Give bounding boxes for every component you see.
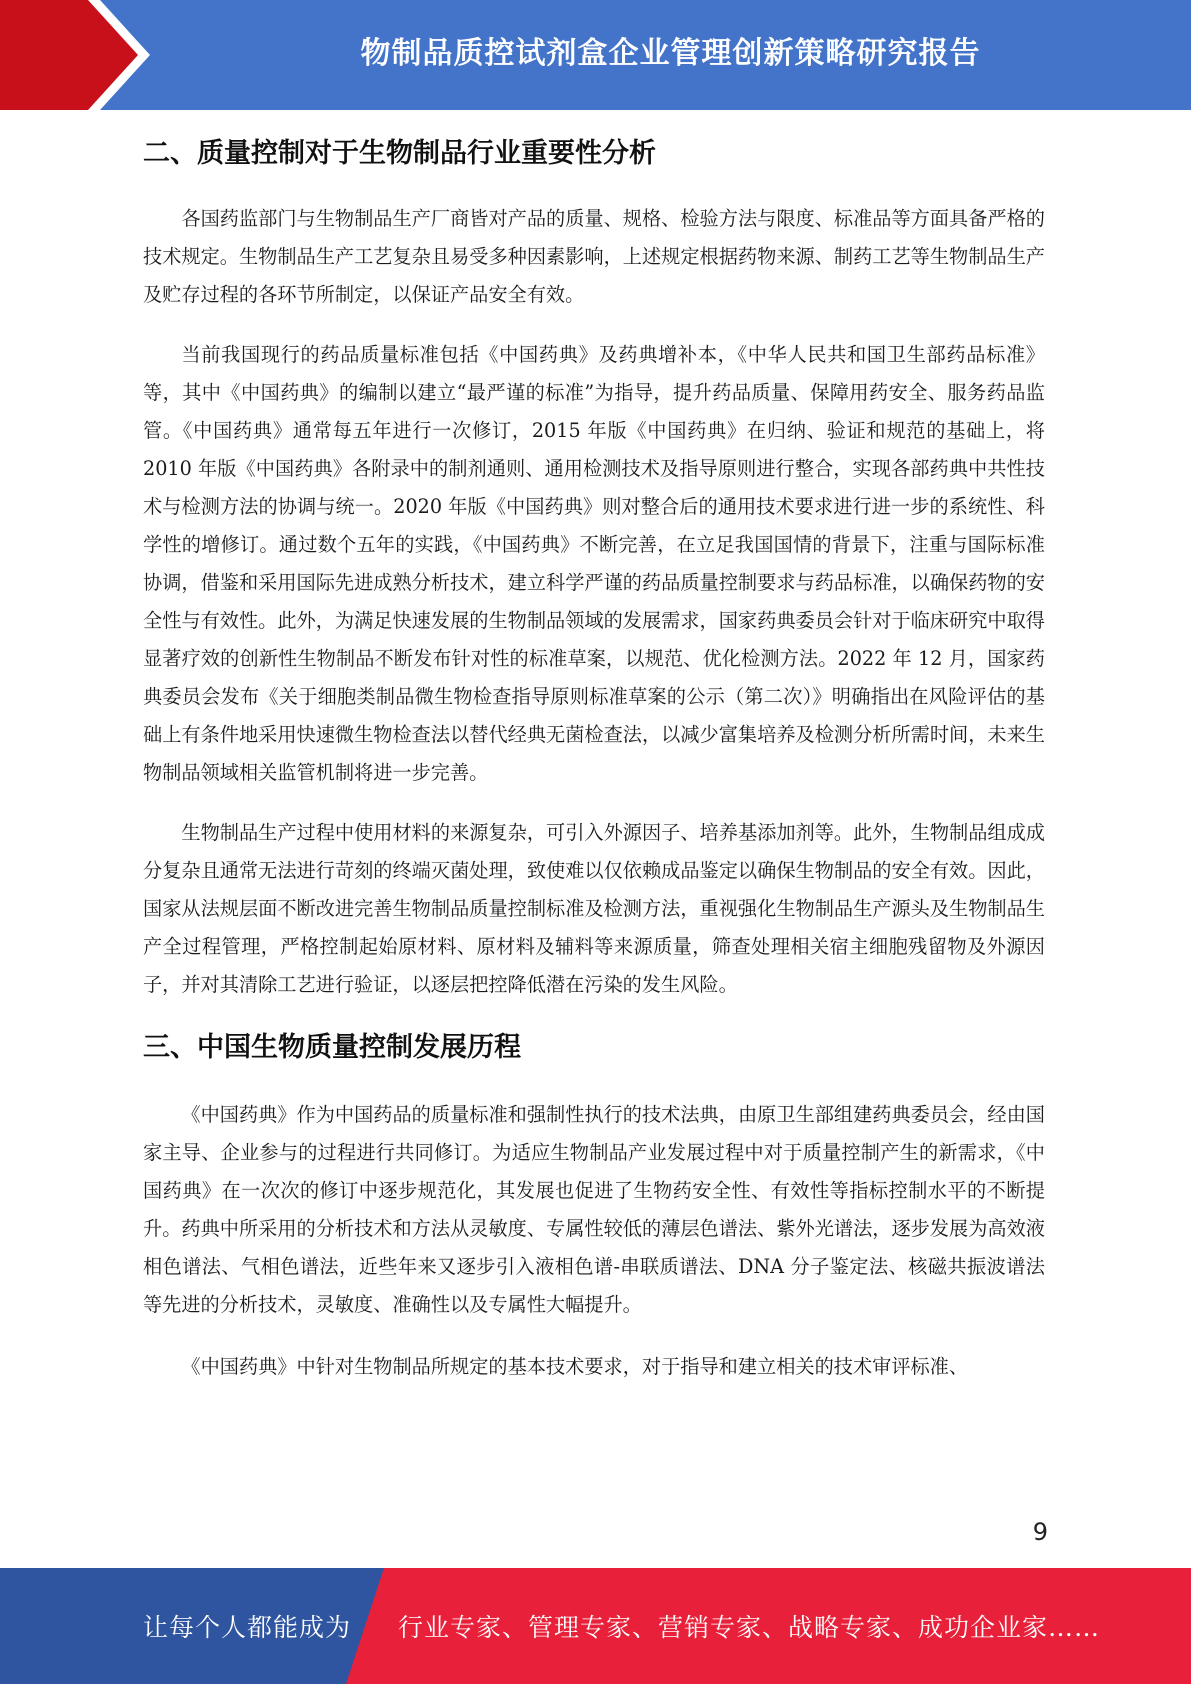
section-heading: 二、质量控制对于生物制品行业重要性分析 <box>143 138 656 169</box>
paragraph: 《中国药典》中针对生物制品所规定的基本技术要求，对于指导和建立相关的技术审评标准、 <box>181 1355 969 1378</box>
footer-slogan-right: 行业专家、管理专家、营销专家、战略专家、成功企业家…… <box>398 1613 1101 1642</box>
section-heading: 三、中国生物质量控制发展历程 <box>143 1032 521 1063</box>
paragraph: 当前我国现行的药品质量标准包括《中国药典》及药典增补本，《中华人民共和国卫生部药品标准》等，其中《中国药典》的编制以建立“最严谨的标准”为指导，提升药品质量、保障用药安全、服务药品监管。《中国药典》通常每五年进行一次修订，2015 年版《中国药典》在归纳、验证和规范的基础上，将 2010 年版《中国药典》各附录中的制剂通则、通用检测技术及指导原则进行整合，实现各部药典中共性技术与检测方法的协调与统一。2020 年版《中国药典》则对整合后的通用技术要求进行进一步的系统性、科学性的增修订。通过数个五年的实践，《中国药典》不断完善，在立足我国国情的背景下，注重与国际标准协调，借鉴和采用国际先进成熟分析技术，建立科学严谨的药品质量控制要求与药品标准，以确保药物的安全性与有效性。此外，为满足快速发展的生物制品领域的发展需求，国家药典委员会针对于临床研究中取得显著疗效的创新性生物制品不断发布针对性的标准草案，以规范、优化检测方法。2022 年 12 月，国家药典委员会发布《关于细胞类制品微生物检查指导原则标准草案的公示（第二次）》明确指出在风险评估的基础上有条件地采用快速微生物检查法以替代经典无菌检查法，以减少富集培养及检测分析所需时间，未来生物制品领域相关监管机制将进一步完善。 <box>143 343 1045 784</box>
page-header <box>0 0 1191 110</box>
page-footer <box>0 1568 1191 1684</box>
page-number: 9 <box>1032 1518 1048 1546</box>
paragraph: 《中国药典》作为中国药品的质量标准和强制性执行的技术法典，由原卫生部组建药典委员会，经由国家主导、企业参与的过程进行共同修订。为适应生物制品产业发展过程中对于质量控制产生的新需求，《中国药典》在一次次的修订中逐步规范化，其发展也促进了生物药安全性、有效性等指标控制水平的不断提升。药典中所采用的分析技术和方法从灵敏度、专属性较低的薄层色谱法、紫外光谱法，逐步发展为高效液相色谱法、气相色谱法，近些年来又逐步引入液相色谱-串联质谱法、DNA 分子鉴定法、核磁共振波谱法等先进的分析技术，灵敏度、准确性以及专属性大幅提升。 <box>143 1103 1045 1316</box>
paragraph: 生物制品生产过程中使用材料的来源复杂，可引入外源因子、培养基添加剂等。此外，生物制品组成成分复杂且通常无法进行苛刻的终端灭菌处理，致使难以仅依赖成品鉴定以确保生物制品的安全有效。因此，国家从法规层面不断改进完善生物制品质量控制标准及检测方法，重视强化生物制品生产源头及生物制品生产全过程管理，严格控制起始原材料、原材料及辅料等来源质量，筛查处理相关宿主细胞残留物及外源因子，并对其清除工艺进行验证，以逐层把控降低潜在污染的发生风险。 <box>143 821 1045 996</box>
report-title: 物制品质控试剂盒企业管理创新策略研究报告 <box>360 36 981 71</box>
page-content <box>143 128 1045 1386</box>
header-red-arrow-shape <box>0 0 160 110</box>
footer-slogan-left: 让每个人都能成为 <box>143 1613 352 1642</box>
paragraph: 各国药监部门与生物制品生产厂商皆对产品的质量、规格、检验方法与限度、标准品等方面具备严格的技术规定。生物制品生产工艺复杂且易受多种因素影响，上述规定根据药物来源、制药工艺等生物制品生产及贮存过程的各环节所制定，以保证产品安全有效。 <box>143 207 1045 306</box>
